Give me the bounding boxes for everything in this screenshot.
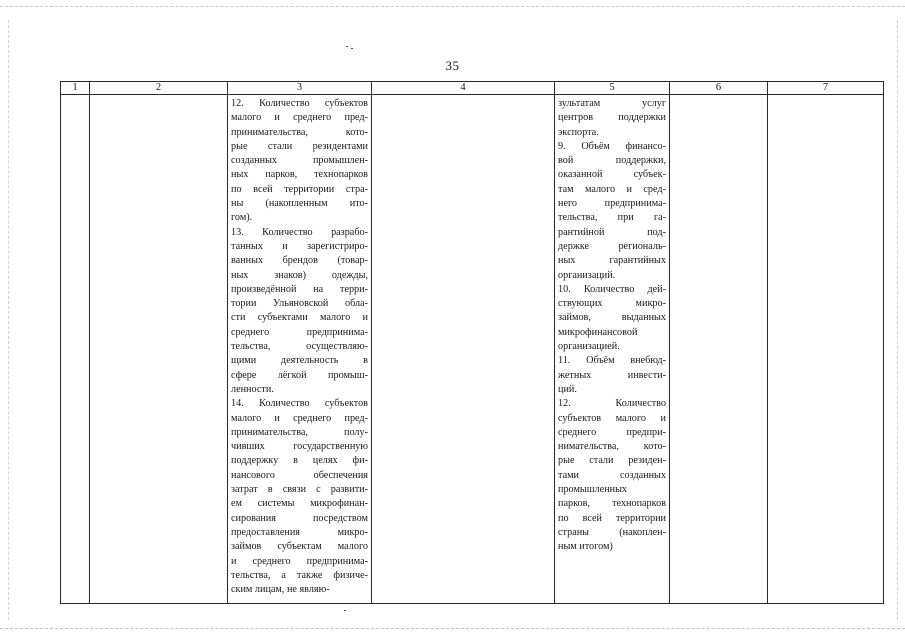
cell-col-2: [90, 95, 228, 604]
text-line: гом).: [231, 212, 253, 224]
text-line: предоставления микро-: [231, 526, 368, 538]
text-line: произведённой на терри-: [231, 283, 368, 295]
col3-text: [231, 97, 368, 597]
header-col-4: 4: [372, 82, 555, 95]
text-line: танных и зарегистриро-: [231, 240, 368, 252]
text-line: парков, технопарков: [558, 498, 666, 510]
cell-col-7: [768, 95, 884, 604]
header-col-2: 2: [90, 82, 228, 95]
header-row: [61, 82, 884, 95]
text-line: ций.: [558, 383, 577, 395]
scan-edge-top: [0, 6, 905, 8]
document-table: [60, 81, 884, 604]
text-line: рантийной под-: [558, 226, 666, 238]
text-line: малого и среднего пред-: [231, 112, 368, 124]
text-line: среднего предпринима-: [231, 326, 368, 338]
cell-col-6: [670, 95, 768, 604]
text-line: рые стали резидентами: [231, 140, 368, 152]
text-line: сфере лёгкой промыш-: [231, 369, 368, 381]
scan-speck: [351, 48, 353, 49]
text-line: сирования посредством: [231, 512, 368, 524]
text-line: него предпринима-: [558, 198, 666, 210]
page-number: 35: [445, 58, 460, 73]
text-line: созданных промышлен-: [231, 155, 368, 167]
text-line: поддержку в целях фи-: [231, 455, 368, 467]
text-line: тами созданных: [558, 469, 666, 481]
text-line: 14. Количество субъектов: [231, 398, 368, 410]
text-line: займов, выданных: [558, 312, 666, 324]
text-line: и среднего предпринима-: [231, 555, 368, 567]
header-col-1: 1: [61, 82, 90, 95]
text-line: организаций.: [558, 269, 616, 281]
text-line: затрат в связи с развити-: [231, 484, 368, 496]
cell-col-3: [228, 95, 372, 604]
text-line: тельства, осуществляю-: [231, 341, 368, 353]
table-row: [61, 95, 884, 604]
text-line: жетных инвести-: [558, 369, 666, 381]
text-line: там малого и сред-: [558, 183, 666, 195]
scan-edge-bottom: [0, 628, 905, 630]
text-line: микрофинансовой: [558, 326, 638, 338]
text-line: ны (накопленным ито-: [231, 198, 368, 210]
cell-col-1: [61, 95, 90, 604]
text-line: 9. Объём финансо-: [558, 140, 666, 152]
header-col-7: 7: [768, 82, 884, 95]
text-line: займов субъектам малого: [231, 541, 368, 553]
text-line: центров поддержки: [558, 112, 666, 124]
text-line: организацией.: [558, 341, 620, 353]
scan-speck: [344, 610, 346, 611]
text-line: по всей территории: [558, 512, 666, 524]
scan-edge-left: [8, 20, 10, 620]
text-line: ванных брендов (товар-: [231, 255, 368, 267]
text-line: тельства, а также физиче-: [231, 569, 368, 581]
text-line: ским лицам, не являю-: [231, 584, 330, 596]
text-line: нимательства, кото-: [558, 441, 666, 453]
scan-edge-right: [897, 20, 899, 620]
text-line: нансового обеспечения: [231, 469, 368, 481]
header-col-3: 3: [228, 82, 372, 95]
col5-text: [558, 97, 666, 555]
text-line: зультатам услуг: [558, 98, 666, 109]
text-line: ем системы микрофинан-: [231, 498, 368, 510]
text-line: субъектов малого и: [558, 412, 666, 424]
text-line: принимательства, кото-: [231, 126, 368, 138]
text-line: ных знаков) одежды,: [231, 269, 368, 281]
cell-col-4: [372, 95, 555, 604]
text-line: ленности.: [231, 383, 274, 395]
text-line: 11. Объём внебюд-: [558, 355, 666, 367]
text-line: малого и среднего пред-: [231, 412, 368, 424]
text-line: 10. Количество дей-: [558, 283, 666, 295]
text-line: щими деятельность в: [231, 355, 368, 367]
text-line: тории Ульяновской обла-: [231, 298, 368, 310]
text-line: сти субъектами малого и: [231, 312, 368, 324]
text-line: тельства, при га-: [558, 212, 666, 224]
scan-speck: [346, 46, 348, 47]
text-line: 12. Количество субъектов: [231, 98, 368, 109]
header-col-5: 5: [555, 82, 670, 95]
header-col-6: 6: [670, 82, 768, 95]
text-line: держке региональ-: [558, 240, 666, 252]
text-line: рые стали резиден-: [558, 455, 666, 467]
text-line: принимательства, полу-: [231, 426, 368, 438]
text-line: чивших государственную: [231, 441, 368, 453]
text-line: ных гарантийных: [558, 255, 666, 267]
text-line: промышленных: [558, 484, 628, 496]
text-line: страны (накоплен-: [558, 526, 666, 538]
cell-col-5: [555, 95, 670, 604]
text-line: ствующих микро-: [558, 298, 666, 310]
text-line: экспорта.: [558, 126, 599, 138]
text-line: ным итогом): [558, 541, 613, 553]
text-line: оказанной субъек-: [558, 169, 666, 181]
text-line: ных парков, технопарков: [231, 169, 368, 181]
text-line: 13. Количество разрабо-: [231, 226, 368, 238]
text-line: среднего предпри-: [558, 426, 666, 438]
text-line: 12. Количество: [558, 398, 666, 410]
text-line: вой поддержки,: [558, 155, 666, 167]
text-line: по всей территории стра-: [231, 183, 368, 195]
